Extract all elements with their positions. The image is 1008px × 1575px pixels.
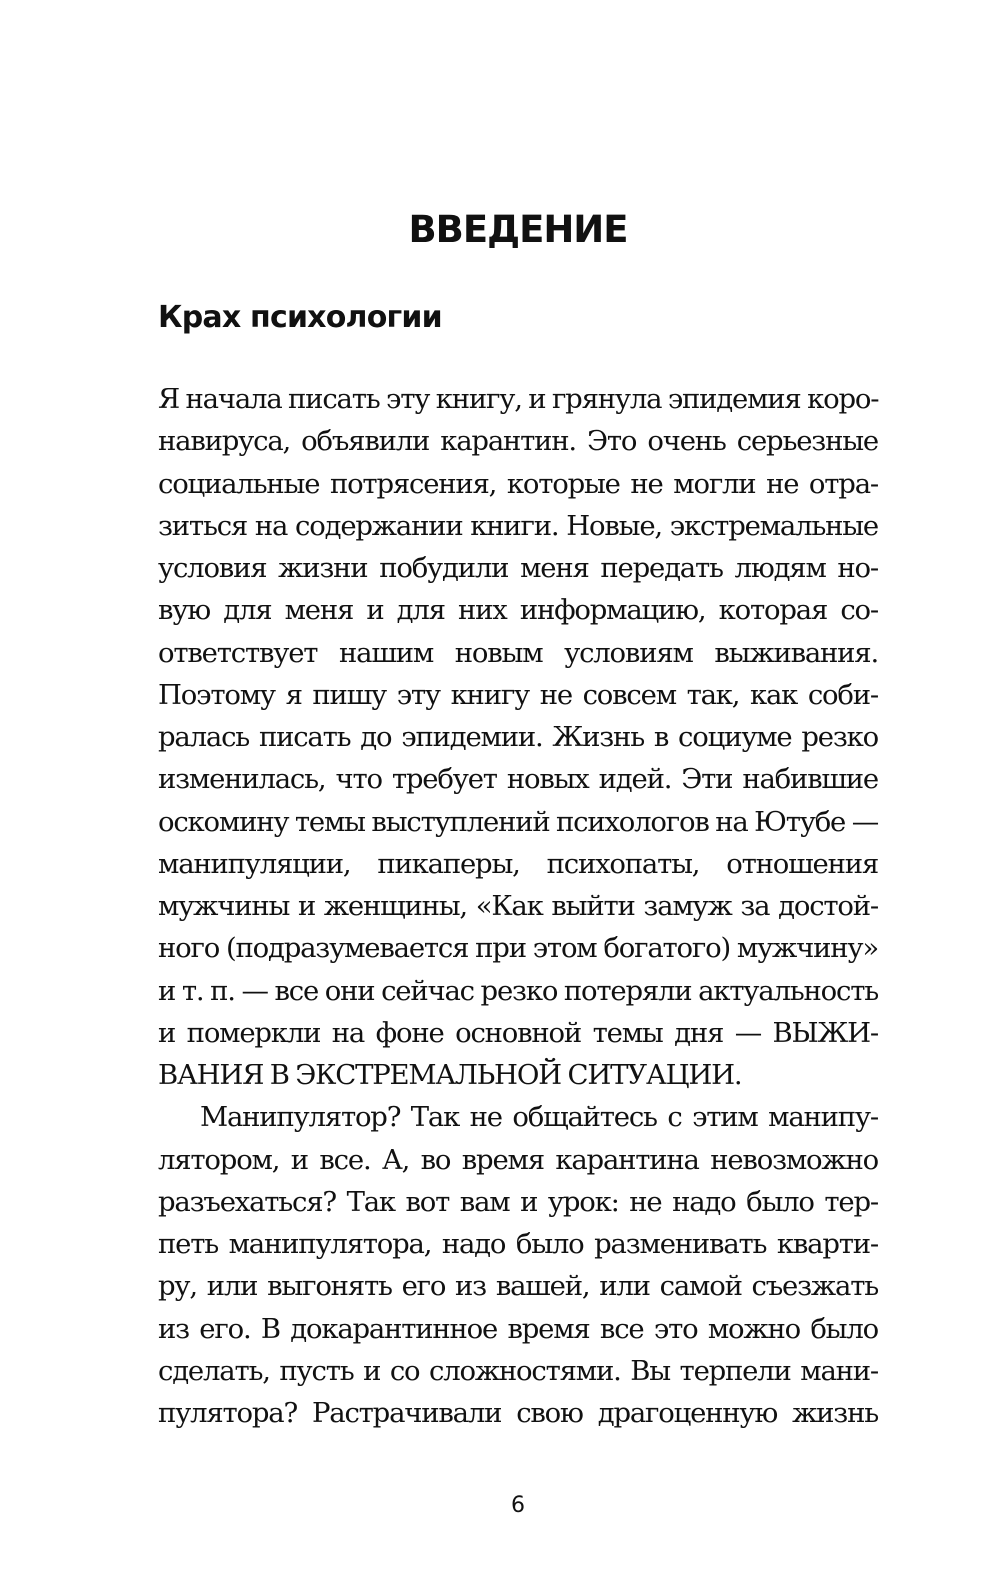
text-line: мужчины и женщины, «Как выйти замуж за достой- bbox=[158, 890, 878, 922]
text-line: условия жизни побудили меня передать людям но- bbox=[158, 552, 878, 584]
text-line: ного (подразумевается при этом богатого) мужчину» bbox=[158, 932, 878, 965]
text-line: Манипулятор? Так не общайтесь с этим манипу- bbox=[200, 1101, 878, 1134]
text-line: петь манипулятора, надо было разменивать кварти- bbox=[158, 1228, 878, 1260]
text-line: изменилась, что требует новых идей. Эти набившие bbox=[158, 763, 878, 796]
text-line: ВАНИЯ В ЭКСТРЕМАЛЬНОЙ СИТУАЦИИ. bbox=[158, 1059, 742, 1091]
text-line: навируса, объявили карантин. Это очень серьезные bbox=[158, 425, 878, 458]
text-line: разъехаться? Так вот вам и урок: не надо было тер- bbox=[158, 1185, 878, 1218]
text-line: пулятора? Растрачивали свою драгоценную жизнь bbox=[158, 1397, 878, 1429]
text-line: ралась писать до эпидемии. Жизнь в социуме резко bbox=[158, 721, 878, 753]
text-line: социальные потрясения, которые не могли не отра- bbox=[158, 467, 878, 500]
text-line: ру, или выгонять его из вашей, или самой съезжать bbox=[158, 1270, 878, 1303]
text-line: манипуляции, пикаперы, психопаты, отношения bbox=[158, 847, 878, 880]
page-number: 6 bbox=[511, 1493, 525, 1518]
body-text bbox=[158, 378, 878, 1434]
text-line: ответствует нашим новым условиям выживания. bbox=[158, 636, 878, 669]
text-line: Поэтому я пишу эту книгу не совсем так, как соби- bbox=[158, 678, 878, 711]
text-line: из его. В докарантинное время все это можно было bbox=[158, 1312, 878, 1345]
text-line: лятором, и все. А, во время карантина невозможно bbox=[158, 1143, 878, 1176]
section-title: Крах психологии bbox=[158, 300, 442, 335]
text-line: оскомину темы выступлений психологов на Ютубе — bbox=[158, 805, 878, 838]
text-line: Я начала писать эту книгу, и грянула эпидемия коро- bbox=[158, 383, 879, 415]
text-line: и померкли на фоне основной темы дня — ВЫЖИ- bbox=[158, 1016, 878, 1049]
text-line: вую для меня и для них информацию, которая со- bbox=[158, 594, 878, 627]
text-line: и т. п. — все они сейчас резко потеряли актуальность bbox=[158, 974, 878, 1007]
text-line: зиться на содержании книги. Новые, экстремальные bbox=[158, 509, 878, 542]
text-line: сделать, пусть и со сложностями. Вы терпели мани- bbox=[158, 1354, 878, 1387]
chapter-title: ВВЕДЕНИЕ bbox=[408, 208, 628, 251]
